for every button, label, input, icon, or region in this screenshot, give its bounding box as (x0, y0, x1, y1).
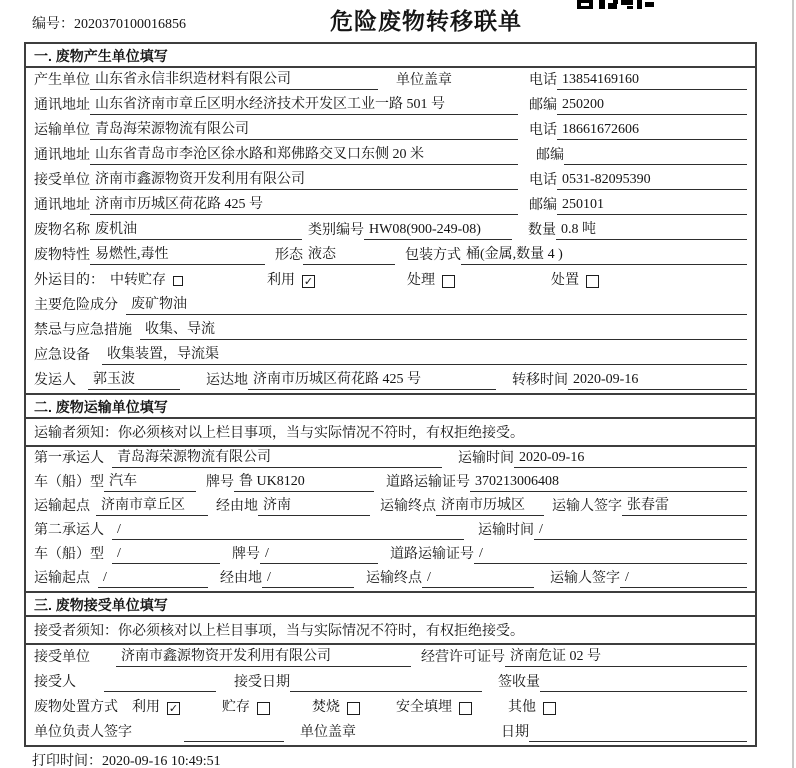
receive-company-label: 接受单位 (34, 650, 90, 665)
main-hazard-row (26, 293, 755, 318)
disposal-option-incinerate (312, 699, 360, 717)
origin-label: 运输起点 (34, 571, 90, 586)
road-permit-value: 370213006408 (470, 473, 747, 492)
phone-label: 电话 (529, 73, 557, 88)
via-label: 经由地 (220, 571, 262, 586)
receiver-phone-value: 0531-82095390 (557, 171, 747, 190)
receiver-person-row (26, 670, 755, 695)
disposal-option-store (222, 699, 270, 717)
transporter-address-value: 山东省青岛市李沧区徐水路和郑佛路交叉口东侧 20 米 (90, 146, 518, 165)
section3-header: 三. 废物接受单位填写 (26, 591, 755, 617)
emergency-measures-value: 收集、导流 (140, 321, 747, 340)
receiver-postal-value: 250101 (557, 196, 747, 215)
checkbox-checked-icon: ✓ (168, 701, 179, 715)
checkbox-unchecked-icon (347, 702, 360, 715)
road-permit-label: 道路运输证号 (386, 475, 470, 490)
qr-code-fragment-icon (577, 0, 655, 10)
transporter-signature-value: 张春雷 (622, 497, 747, 516)
first-carrier-row (26, 447, 755, 471)
vehicle-type-value: 汽车 (104, 473, 196, 492)
receiver-name-label: 接受人 (34, 675, 76, 690)
first-carrier-value: 青岛海荣源物流有限公司 (112, 449, 442, 468)
address-label: 通讯地址 (34, 98, 90, 113)
endpoint-label: 运输终点 (380, 499, 436, 514)
physical-form-label: 形态 (275, 248, 303, 263)
outbound-purpose-label: 外运目的： (34, 273, 104, 288)
transporter-postal-value (564, 147, 747, 165)
transport-date-value-2: / (534, 521, 747, 540)
category-code-label: 类别编号 (308, 223, 364, 238)
page-title: 危险废物转移联单 (330, 8, 522, 34)
transporter-phone-value: 18661672606 (557, 121, 747, 140)
quantity-value: 0.8 吨 (556, 221, 747, 240)
waste-name-value: 废机油 (90, 221, 302, 240)
transport-route-row-2 (26, 567, 755, 591)
origin-label: 运输起点 (34, 499, 90, 514)
responsible-signature-label: 单位负责人签字 (34, 725, 132, 740)
transporter-signature-value-2: / (620, 569, 747, 588)
via-label: 经由地 (216, 499, 258, 514)
emergency-equipment-value: 收集装置，导流渠 (102, 346, 747, 365)
receiver-notice: 接受者须知：你必须核对以上栏目事项，当与实际情况不符时，有权拒绝接受。 (26, 617, 755, 645)
receive-company-row (26, 645, 755, 670)
transport-unit-value: 青岛海荣源物流有限公司 (90, 121, 518, 140)
transfer-date-value: 2020-09-16 (568, 371, 747, 390)
purpose-option-dispose (551, 272, 599, 290)
print-time-line (32, 750, 221, 768)
company-seal-label: 单位盖章 (396, 73, 452, 88)
emergency-equipment-label: 应急设备 (34, 348, 90, 363)
receive-date-label: 接受日期 (234, 675, 290, 690)
option-label: 贮存 (222, 700, 250, 715)
receive-unit-row (26, 168, 755, 193)
vehicle-type-row-1 (26, 471, 755, 495)
physical-form-value: 液态 (303, 246, 395, 265)
manifest-form-table (24, 42, 757, 747)
transporter-signature-label: 运输人签字 (550, 571, 620, 586)
receive-unit-value: 济南市鑫源物资开发利用有限公司 (90, 171, 518, 190)
destination-label: 运达地 (206, 373, 248, 388)
option-label: 焚烧 (312, 700, 340, 715)
phone-label: 电话 (529, 123, 557, 138)
plate-number-label: 牌号 (232, 547, 260, 562)
receiver-address-value: 济南市历城区荷花路 425 号 (90, 196, 518, 215)
address-label: 通讯地址 (34, 148, 90, 163)
vehicle-type-value-2: / (112, 545, 220, 564)
received-quantity-label: 签收量 (498, 675, 540, 690)
vehicle-type-label: 车（船）型 (34, 475, 104, 490)
consignor-label: 发运人 (34, 373, 76, 388)
disposal-option-landfill (396, 699, 472, 717)
checkbox-unchecked-icon (543, 702, 556, 715)
option-label: 处理 (407, 273, 435, 288)
section3-body (26, 645, 755, 745)
outbound-purpose-row (26, 268, 755, 293)
transport-route-row-1 (26, 495, 755, 519)
producer-unit-row (26, 68, 755, 93)
category-code-value: HW08(900-249-08) (364, 221, 512, 240)
consignor-row (26, 368, 755, 393)
producer-unit-value: 山东省永信非织造材料有限公司 (90, 71, 378, 90)
option-label: 中转贮存 (110, 273, 166, 288)
purpose-option-utilize (267, 272, 315, 290)
second-carrier-value: / (112, 521, 464, 540)
origin-value-2: / (98, 569, 208, 588)
purpose-option-treat (407, 272, 455, 290)
serial-number-label: 编号： (32, 17, 74, 32)
road-permit-label: 道路运输证号 (390, 547, 474, 562)
section2-body (26, 447, 755, 591)
postal-label: 邮编 (529, 98, 557, 113)
print-time-label: 打印时间： (32, 754, 102, 768)
packing-method-label: 包装方式 (405, 248, 461, 263)
waste-character-value: 易燃性,毒性 (90, 246, 265, 265)
disposal-option-other (508, 699, 556, 717)
postal-label: 邮编 (536, 148, 564, 163)
endpoint-value-2: / (422, 569, 534, 588)
transport-unit-label: 运输单位 (34, 123, 90, 138)
packing-method-value: 桶(金属,数量 4 ) (461, 246, 747, 265)
quantity-label: 数量 (528, 223, 556, 238)
serial-number-line (32, 13, 186, 33)
waste-character-row (26, 243, 755, 268)
transporter-signature-label: 运输人签字 (552, 499, 622, 514)
producer-postal-value: 250200 (557, 96, 747, 115)
responsible-signature-value (184, 724, 284, 742)
receiver-name-value (104, 674, 216, 692)
plate-number-value-2: / (260, 545, 378, 564)
endpoint-value: 济南市历城区 (436, 497, 544, 516)
transporter-address-row (26, 143, 755, 168)
section1-header: 一. 废物产生单位填写 (26, 44, 755, 68)
transport-unit-row (26, 118, 755, 143)
road-permit-value-2: / (474, 545, 747, 564)
option-label: 其他 (508, 700, 536, 715)
checkbox-unchecked-icon (173, 276, 183, 286)
disposal-method-row (26, 695, 755, 720)
waste-name-row (26, 218, 755, 243)
vehicle-type-row-2 (26, 543, 755, 567)
vehicle-type-label: 车（船）型 (34, 547, 104, 562)
main-hazard-value: 废矿物油 (126, 296, 747, 315)
checkbox-unchecked-icon (586, 275, 599, 288)
emergency-equipment-row (26, 343, 755, 368)
date-value (529, 724, 747, 742)
via-value-2: / (262, 569, 354, 588)
option-label: 安全填埋 (396, 700, 452, 715)
serial-number-value: 2020370100016856 (74, 17, 186, 32)
transporter-notice: 运输者须知：你必须核对以上栏目事项，当与实际情况不符时，有权拒绝接受。 (26, 419, 755, 447)
origin-value: 济南市章丘区 (96, 497, 208, 516)
via-value: 济南 (258, 497, 370, 516)
first-carrier-label: 第一承运人 (34, 451, 104, 466)
waste-name-label: 废物名称 (34, 223, 90, 238)
emergency-measures-row (26, 318, 755, 343)
checkbox-checked-icon: ✓ (303, 274, 314, 288)
address-label: 通讯地址 (34, 198, 90, 213)
option-label: 处置 (551, 273, 579, 288)
transport-date-label: 运输时间 (478, 523, 534, 538)
plate-number-label: 牌号 (206, 475, 234, 490)
endpoint-label: 运输终点 (366, 571, 422, 586)
purpose-option-transfer-storage (110, 272, 183, 290)
second-carrier-label: 第二承运人 (34, 523, 104, 538)
phone-label: 电话 (529, 173, 557, 188)
section2-header: 二. 废物运输单位填写 (26, 393, 755, 419)
checkbox-unchecked-icon (442, 275, 455, 288)
waste-character-label: 废物特性 (34, 248, 90, 263)
producer-phone-value: 13854169160 (557, 71, 747, 90)
disposal-method-label: 废物处置方式 (34, 700, 118, 715)
unit-seal-label: 单位盖章 (300, 725, 356, 740)
transfer-date-label: 转移时间 (512, 373, 568, 388)
responsible-signature-row (26, 720, 755, 745)
print-time-value: 2020-09-16 10:49:51 (102, 754, 221, 768)
main-hazard-label: 主要危险成分 (34, 298, 118, 313)
postal-label: 邮编 (529, 198, 557, 213)
receive-company-value: 济南市鑫源物资开发利用有限公司 (116, 648, 411, 667)
producer-address-row (26, 93, 755, 118)
receiver-address-row (26, 193, 755, 218)
checkbox-unchecked-icon (459, 702, 472, 715)
plate-number-value: 鲁 UK8120 (234, 473, 374, 492)
receive-unit-label: 接受单位 (34, 173, 90, 188)
license-number-label: 经营许可证号 (421, 650, 505, 665)
second-carrier-row (26, 519, 755, 543)
consignor-value: 郭玉波 (88, 371, 180, 390)
receive-date-value (290, 674, 482, 692)
section1-body (26, 68, 755, 393)
scan-page-edge (792, 0, 794, 768)
emergency-measures-label: 禁忌与应急措施 (34, 323, 132, 338)
transport-date-value: 2020-09-16 (514, 449, 747, 468)
checkbox-unchecked-icon (257, 702, 270, 715)
destination-value: 济南市历城区荷花路 425 号 (248, 371, 496, 390)
option-label: 利用 (132, 700, 160, 715)
producer-address-value: 山东省济南市章丘区明水经济技术开发区工业一路 501 号 (90, 96, 518, 115)
transport-date-label: 运输时间 (458, 451, 514, 466)
disposal-option-utilize (132, 699, 180, 717)
option-label: 利用 (267, 273, 295, 288)
received-quantity-value (540, 674, 747, 692)
date-label: 日期 (501, 725, 529, 740)
producer-unit-label: 产生单位 (34, 73, 90, 88)
license-number-value: 济南危证 02 号 (505, 648, 747, 667)
